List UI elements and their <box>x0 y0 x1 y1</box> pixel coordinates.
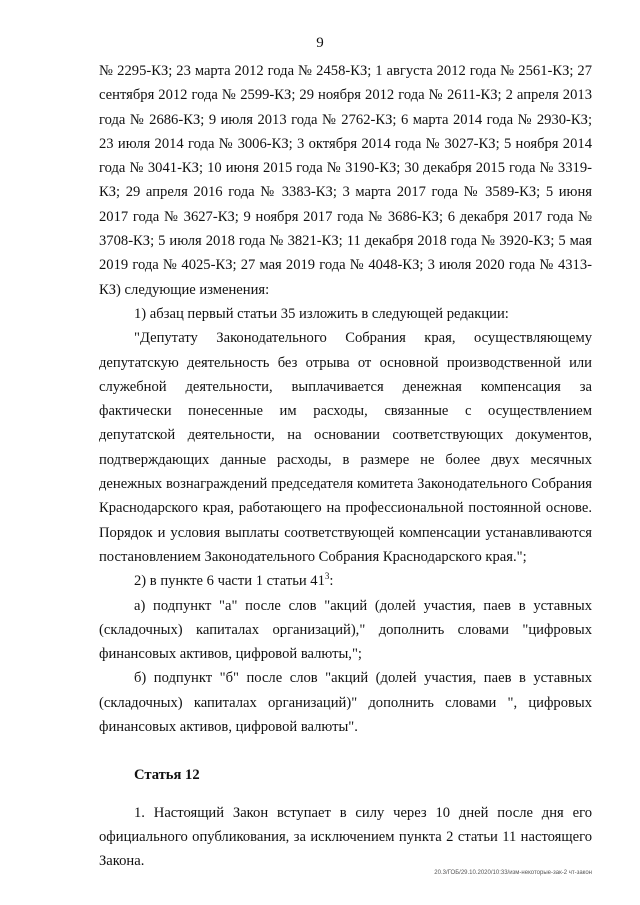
item-2-colon: : <box>329 573 334 590</box>
footer-document-code: 20.3/ГОБ/29.10.2020/10:33/изм-некоторые-зак-2 чт-закон <box>434 870 592 876</box>
page-number: 9 <box>316 35 324 51</box>
amendment-list-paragraph: № 2295-КЗ; 23 марта 2012 года № 2458-КЗ; 1 августа 2012 года № 2561-КЗ; 27 сентября 2012 года № 2599-КЗ; 29 ноября 2012 года № 2611-КЗ; 2 апреля 2013 года № 2686-КЗ; 9 июля 2013 года № 2762-КЗ; 6 марта 2014 года № 2930-КЗ; 23 июля 2014 года № 3006-КЗ; 3 октября 2014 года № 3027-КЗ; 5 ноября 2014 года № 3041-КЗ; 10 июня 2015 года № 3190-КЗ; 30 декабря 2015 года № 3319-КЗ; 29 апреля 2016 года № 3383-КЗ; 3 марта 2017 года № 3589-КЗ; 5 июня 2017 года № 3627-КЗ; 9 ноября 2017 года № 3686-КЗ; 6 декабря 2017 года № 3708-КЗ; 5 июля 2018 года № 3821-КЗ; 11 декабря 2018 года № 3920-КЗ; 5 мая 2019 года № 4025-КЗ; 27 мая 2019 года № 4048-КЗ; 3 июля 2020 года № 4313-КЗ) следующие изменения: <box>99 63 592 298</box>
document-body <box>99 59 592 874</box>
item-2-text: 2) в пункте 6 части 1 статьи 41 <box>134 573 325 590</box>
item-2-paragraph <box>99 569 592 593</box>
article-12-paragraph: 1. Настоящий Закон вступает в силу через 10 дней после дня его официального опубликования, за исключением пункта 2 статьи 11 настоящего Закона. <box>99 804 592 870</box>
subitem-b-paragraph: б) подпункт "б" после слов "акций (долей участия, паев в уставных (складочных) капиталах организаций)" дополнить словами ", цифровых финансовых активов, цифровой валюты". <box>99 670 592 736</box>
article-heading: Статья 12 <box>134 767 200 784</box>
quoted-text-paragraph: "Депутату Законодательного Собрания края, осуществляющему депутатскую деятельность без отрыва от основной производственной или служебной деятельности, выплачивается денежная компенсация за фактически понесенные им расходы, связанные с осуществлением депутатской деятельности, на основании соответствующих документов, подтверждающих данные расходы, в размере не более двух месячных денежных вознаграждений председателя комитета Законодательного Собрания Краснодарского края, работающего на профессиональной постоянной основе. Порядок и условия выплаты соответствующей компенсации устанавливаются постановлением Законодательного Собрания Краснодарского края."; <box>99 330 592 565</box>
superscript-number: 3 <box>324 571 330 582</box>
subitem-a-paragraph: а) подпункт "а" после слов "акций (долей участия, паев в уставных (складочных) капиталах организаций)," дополнить словами "цифровых финансовых активов, цифровой валюты,"; <box>99 597 592 663</box>
item-1-paragraph: 1) абзац первый статьи 35 изложить в следующей редакции: <box>134 305 509 322</box>
